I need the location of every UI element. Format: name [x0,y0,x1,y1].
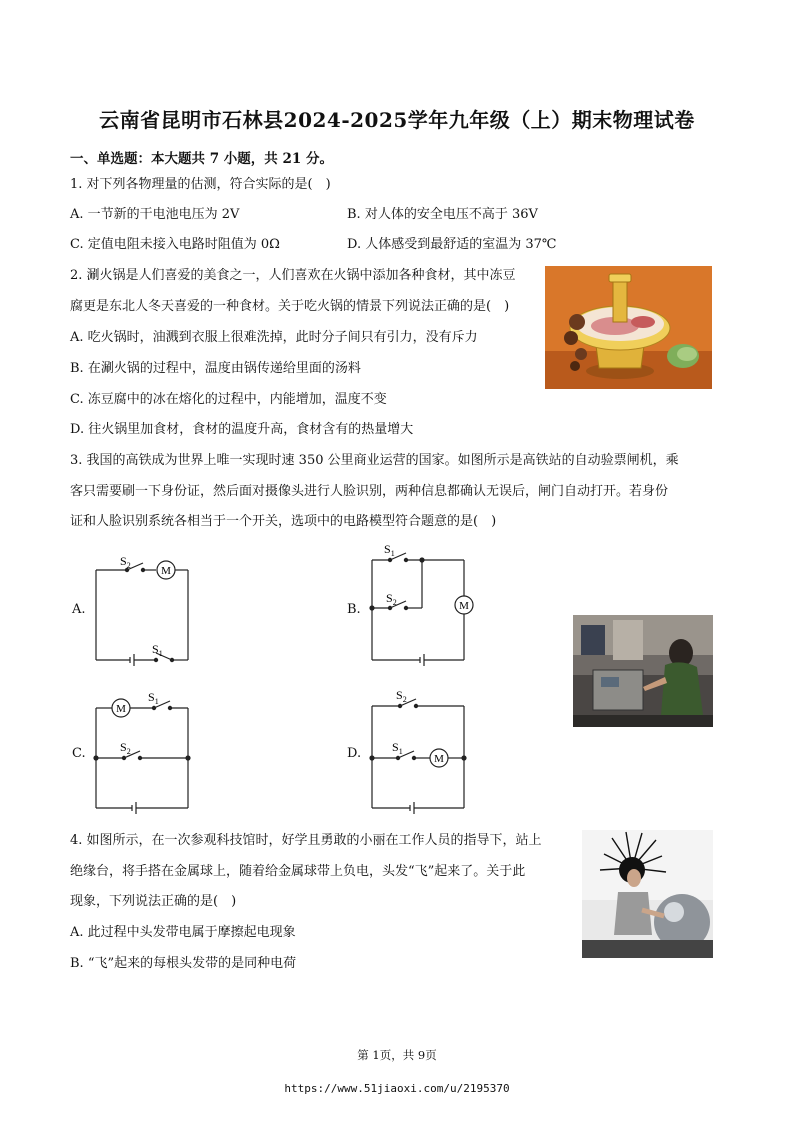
motor-label: M [434,753,444,765]
circuit-c-label: C. [72,746,86,761]
circuit-d-diagram [362,686,477,818]
q4-stem-line1: 4. 如图所示，在一次参观科技馆时，好学且勇敢的小丽在工作人员的指导下，站上 [70,833,542,848]
circuit-c-diagram [90,686,200,818]
q1-option-a: A. 一节新的干电池电压为 2V [70,207,240,222]
switch-label: $S_1$ [148,690,159,706]
motor-label: M [116,703,126,715]
q2-option-b: B. 在涮火锅的过程中，温度由锅传递给里面的汤料 [70,361,361,376]
switch-label: $S_1$ [384,542,395,558]
q2-stem-line1: 2. 涮火锅是人们喜爱的美食之一，人们喜欢在火锅中添加各种食材，其中冻豆 [70,268,516,283]
circuit-b-label: B. [347,602,361,617]
q2-stem-line2: 腐更是东北人冬天喜爱的一种食材。关于吃火锅的情景下列说法正确的是( ) [70,299,510,314]
section-heading: 一、单选题：本大题共 7 小题，共 21 分。 [70,151,333,167]
q3-stem-line2: 客只需要刷一下身份证，然后面对摄像头进行人脸识别，两种信息都确认无误后，闸门自动打开。若身份 [70,484,669,499]
q3-stem-line1: 3. 我国的高铁成为世界上唯一实现时速 350 公里商业运营的国家。如图所示是高铁站的自动验票闸机，乘 [70,453,679,468]
q1-option-c: C. 定值电阻未接入电路时阻值为 0Ω [70,237,280,252]
switch-label: $S_2$ [396,688,407,704]
q3-stem-line3: 证和人脸识别系统各相当于一个开关，选项中的电路模型符合题意的是( ) [70,514,497,529]
circuit-a-label: A. [72,602,86,617]
switch-label: $S_2$ [120,554,131,570]
circuit-b-diagram [362,538,477,670]
source-url[interactable]: https://www.51jiaoxi.com/u/2195370 [284,1082,510,1095]
q2-option-c: C. 冻豆腐中的冰在熔化的过程中，内能增加，温度不变 [70,392,387,407]
q4-option-b: B. “飞”起来的每根头发带的是同种电荷 [70,956,297,971]
q1-option-b: B. 对人体的安全电压不高于 36V [347,207,538,222]
q4-option-a: A. 此过程中头发带电属于摩擦起电现象 [70,925,296,940]
circuit-a-diagram [90,548,200,668]
exam-title: 云南省昆明市石林县2024-2025学年九年级（上）期末物理试卷 [99,108,695,132]
page-footer: 第 1页，共 9页 [357,1048,437,1062]
switch-label: $S_1$ [392,740,403,756]
switch-label: $S_2$ [120,740,131,756]
q1-option-d: D. 人体感受到最舒适的室温为 37℃ [347,237,557,252]
static-hair-photo [582,830,713,958]
motor-label: M [161,565,171,577]
q4-stem-line2: 绝缘台，将手搭在金属球上，随着给金属球带上负电，头发“飞”起来了。关于此 [70,864,526,879]
q4-stem-line3: 现象，下列说法正确的是( ) [70,894,237,909]
circuit-d-label: D. [347,746,362,761]
switch-label: $S_2$ [386,591,397,607]
q2-option-a: A. 吃火锅时，油溅到衣服上很难洗掉，此时分子间只有引力，没有斥力 [70,330,478,345]
q1-stem: 1. 对下列各物理量的估测，符合实际的是( ) [70,177,331,192]
hotpot-image [545,266,712,389]
ticket-gate-photo [573,615,713,727]
switch-label: $S_1$ [152,642,163,658]
q2-option-d: D. 往火锅里加食材，食材的温度升高，食材含有的热量增大 [70,422,414,437]
motor-label: M [459,600,469,612]
